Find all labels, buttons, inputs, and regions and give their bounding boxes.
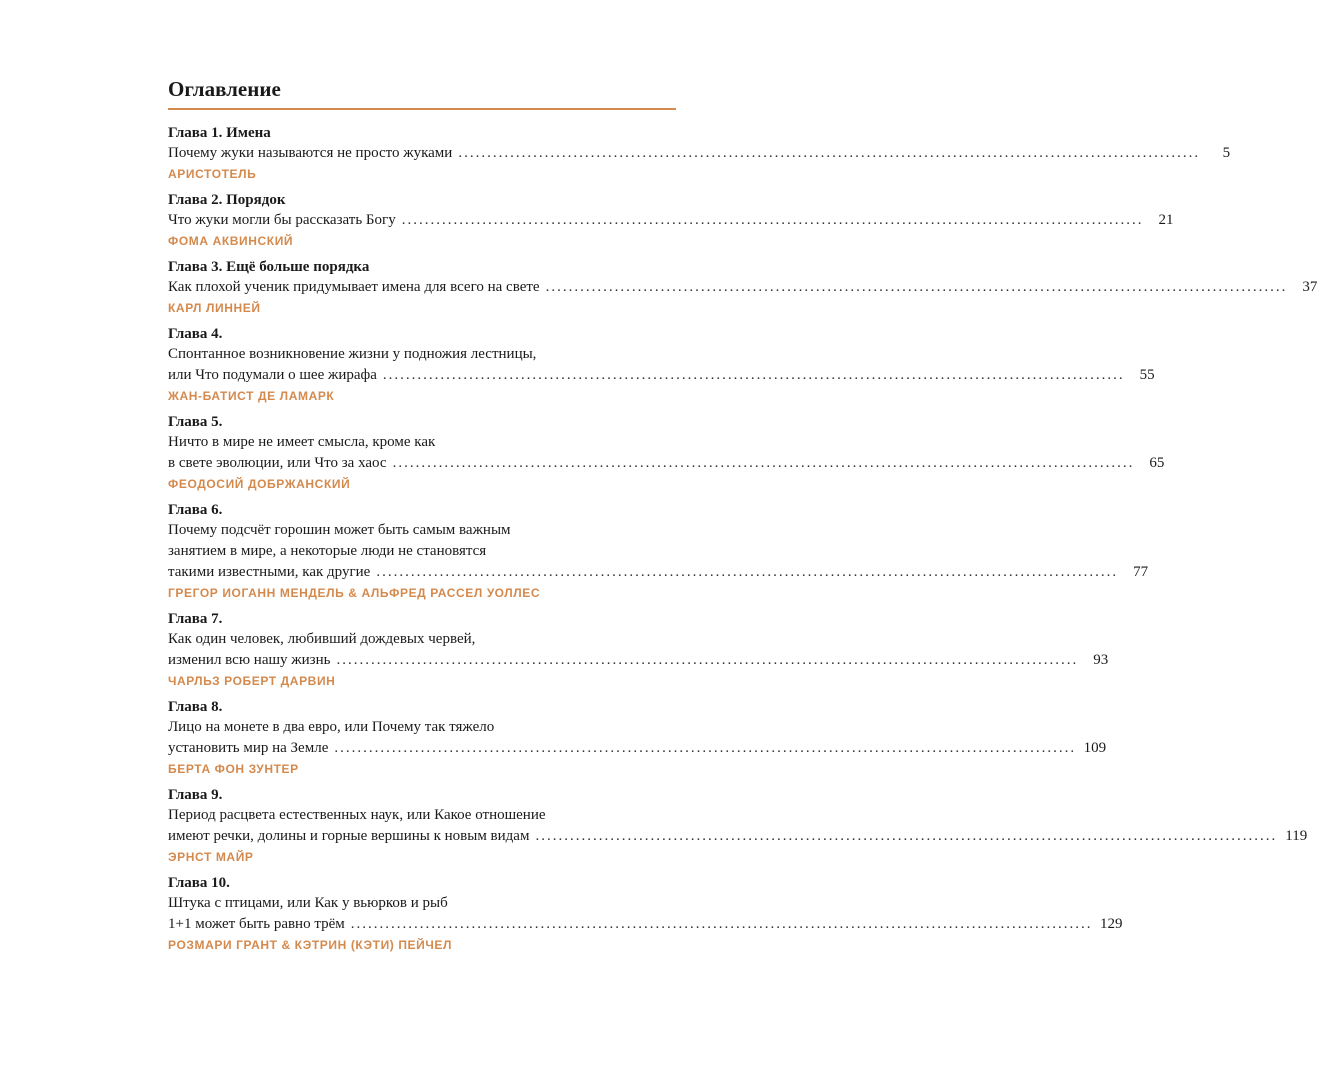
chapter-number: Глава 2. Порядок [168,192,286,208]
page-number: 37 [1302,279,1317,295]
chapter-title-line: Спонтанное возникновение жизни у подножия лестницы, [168,346,537,362]
toc-entry[interactable] [168,258,1317,316]
chapter-title-row [168,277,1317,298]
chapter-author: АРИСТОТЕЛЬ [168,167,257,181]
toc-entry[interactable] [168,698,1107,777]
chapter-number: Глава 1. Имена [168,125,271,141]
chapter-author: ФОМА АКВИНСКИЙ [168,234,294,248]
chapter-author: ФЕОДОСИЙ ДОБРЖАНСКИЙ [168,477,351,491]
toc-entry[interactable] [168,191,1174,249]
chapter-author: КАРЛ ЛИННЕЙ [168,301,261,315]
chapter-author: ЖАН-БАТИСТ ДЕ ЛАМАРК [168,389,335,403]
chapter-number: Глава 6. [168,502,223,518]
chapter-title: такими известными, как другие [168,564,371,580]
chapter-title: установить мир на Земле [168,740,329,756]
chapter-title-row [168,562,1149,583]
chapter-number: Глава 10. [168,875,230,891]
toc-entry[interactable] [168,413,1165,492]
chapter-title: Почему жуки называются не просто жуками [168,145,453,161]
page-number: 93 [1093,652,1109,668]
chapter-title-row [168,365,1155,386]
chapter-title-line: Лицо на монете в два евро, или Почему так тяжело [168,719,495,735]
dot-leader: ................................................................................................................................. [350,916,1093,932]
chapter-author: ЧАРЛЬЗ РОБЕРТ ДАРВИН [168,674,336,688]
dot-leader: ................................................................................................................................. [458,145,1201,161]
page-number: 65 [1149,455,1165,471]
page-number: 5 [1222,145,1231,161]
chapter-title-row [168,453,1165,474]
page-title: Оглавление [168,77,281,101]
title-divider [168,108,676,110]
dot-leader: ................................................................................................................................. [336,652,1079,668]
chapter-title-line: Штука с птицами, или Как у вьюрков и рыб [168,895,448,911]
chapter-number: Глава 5. [168,414,223,430]
chapter-number: Глава 8. [168,699,223,715]
chapter-title: имеют речки, долины и горные вершины к новым видам [168,828,530,844]
chapter-title-line: занятием в мире, а некоторые люди не становятся [168,543,487,559]
page-number: 21 [1158,212,1174,228]
chapter-title: Как плохой ученик придумывает имена для всего на свете [168,279,540,295]
toc-entry[interactable] [168,325,1155,404]
dot-leader: ................................................................................................................................. [382,367,1125,383]
toc-entry[interactable] [168,501,1149,601]
chapter-title-row [168,143,1231,164]
chapter-title-line: Ничто в мире не имеет смысла, кроме как [168,434,436,450]
chapter-title-line: Как один человек, любивший дождевых червей, [168,631,476,647]
chapter-title-row [168,650,1109,671]
dot-leader: ................................................................................................................................. [545,279,1288,295]
chapter-title: Что жуки могли бы рассказать Богу [168,212,396,228]
chapter-author: БЕРТА ФОН ЗУНТЕР [168,762,299,776]
chapter-author: ГРЕГОР ИОГАНН МЕНДЕЛЬ & АЛЬФРЕД РАССЕЛ УОЛЛЕС [168,586,541,600]
dot-leader: ................................................................................................................................. [401,212,1144,228]
chapter-title-line: Почему подсчёт горошин может быть самым важным [168,522,511,538]
page-number: 129 [1099,916,1123,932]
chapter-title-row [168,826,1308,847]
chapter-number: Глава 3. Ещё больше порядка [168,259,370,275]
toc-entry[interactable] [168,786,1308,865]
chapter-title-row [168,914,1123,935]
toc-entry[interactable] [168,124,1231,182]
toc-entry[interactable] [168,610,1109,689]
chapter-title: изменил всю нашу жизнь [168,652,331,668]
page-number: 55 [1139,367,1155,383]
page-number: 77 [1133,564,1149,580]
dot-leader: ................................................................................................................................. [376,564,1119,580]
chapter-number: Глава 9. [168,787,223,803]
dot-leader: ................................................................................................................................. [334,740,1077,756]
table-of-contents [168,76,1317,962]
chapter-title: 1+1 может быть равно трём [168,916,345,932]
page-number: 109 [1083,740,1107,756]
chapter-number: Глава 7. [168,611,223,627]
toc-entry[interactable] [168,874,1123,953]
chapter-number: Глава 4. [168,326,223,342]
chapter-author: РОЗМАРИ ГРАНТ & КЭТРИН (КЭТИ) ПЕЙЧЕЛ [168,938,453,952]
chapter-title-line: Период расцвета естественных наук, или Какое отношение [168,807,546,823]
page-number: 119 [1285,828,1308,844]
chapter-title-row [168,210,1174,231]
chapter-title: или Что подумали о шее жирафа [168,367,377,383]
dot-leader: ................................................................................................................................. [535,828,1278,844]
dot-leader: ................................................................................................................................. [392,455,1135,471]
chapter-title: в свете эволюции, или Что за хаос [168,455,387,471]
chapter-author: ЭРНСТ МАЙР [168,850,254,864]
chapter-title-row [168,738,1107,759]
